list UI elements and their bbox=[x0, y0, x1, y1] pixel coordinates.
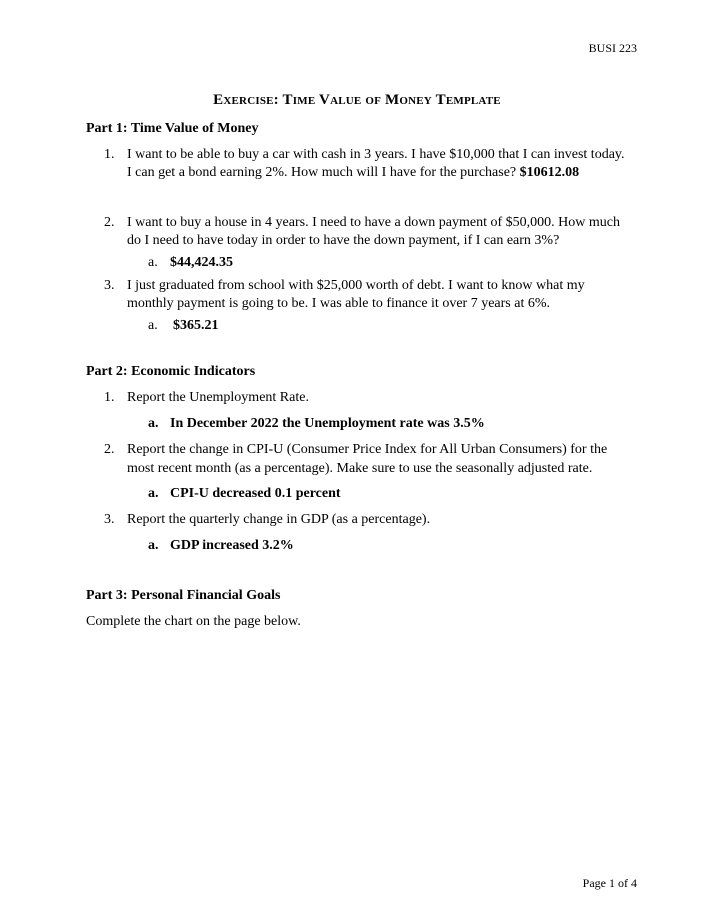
part2-q2-answer: CPI-U decreased 0.1 percent bbox=[170, 486, 341, 501]
part2-q1-number: 1. bbox=[104, 390, 115, 405]
part1-q2-sub-number: a. bbox=[148, 255, 158, 270]
part1-q3-line2: monthly payment is going to be. I was able to finance it over 7 years at 6%. bbox=[127, 295, 551, 311]
part1-q3-answer: $365.21 bbox=[173, 318, 219, 333]
part2-q3-text: Report the quarterly change in GDP (as a percentage). bbox=[127, 512, 431, 527]
part1-q1-line2-wrap bbox=[127, 164, 637, 182]
part2-heading: Part 2: Economic Indicators bbox=[86, 364, 256, 379]
part2-q2-sub-number: a. bbox=[148, 486, 159, 501]
part1-q2 bbox=[127, 214, 637, 249]
part1-q2-line1: I want to buy a house in 4 years. I need to have a down payment of $50,000. How much bbox=[127, 215, 620, 230]
part1-q3-sub-number: a. bbox=[148, 318, 158, 333]
part1-q2-number: 2. bbox=[104, 215, 115, 230]
part1-q2-answer: $44,424.35 bbox=[170, 255, 233, 270]
part1-q3-line1: I just graduated from school with $25,000 worth of debt. I want to know what my bbox=[127, 278, 585, 293]
page-title: Exercise: Time Value of Money Template bbox=[213, 92, 501, 108]
part2-q1-text: Report the Unemployment Rate. bbox=[127, 390, 309, 405]
part1-q1-number: 1. bbox=[104, 147, 115, 162]
part3-heading: Part 3: Personal Financial Goals bbox=[86, 588, 281, 603]
course-code: BUSI 223 bbox=[588, 41, 637, 55]
part1-q3-number: 3. bbox=[104, 278, 115, 293]
part2-q1-answer: In December 2022 the Unemployment rate was 3.5% bbox=[170, 416, 485, 431]
part2-q3-sub-number: a. bbox=[148, 538, 159, 553]
part2-q3-answer: GDP increased 3.2% bbox=[170, 538, 294, 553]
part2-q3-number: 3. bbox=[104, 512, 115, 527]
part1-q1-line2: I can get a bond earning 2%. How much will I have for the purchase? bbox=[127, 164, 517, 180]
page-number: Page 1 of 4 bbox=[582, 876, 637, 890]
part1-q1-line1: I want to be able to buy a car with cash in 3 years. I have $10,000 that I can invest today. bbox=[127, 147, 625, 162]
part3-text: Complete the chart on the page below. bbox=[86, 614, 301, 629]
part1-q1-answer: $10612.08 bbox=[519, 164, 580, 180]
part1-q2-line2: do I need to have today in order to have the down payment, if I can earn 3%? bbox=[127, 232, 560, 248]
part1-heading: Part 1: Time Value of Money bbox=[86, 121, 259, 136]
part1-q1 bbox=[127, 146, 637, 181]
part2-q2-number: 2. bbox=[104, 442, 115, 457]
part2-q2 bbox=[127, 441, 637, 478]
part2-q2-line2: most recent month (as a percentage). Make sure to use the seasonally adjusted rate. bbox=[127, 460, 593, 476]
part2-q2-line1: Report the change in CPI-U (Consumer Price Index for All Urban Consumers) for the bbox=[127, 442, 608, 457]
part1-q3 bbox=[127, 277, 637, 312]
part2-q1-sub-number: a. bbox=[148, 416, 159, 431]
